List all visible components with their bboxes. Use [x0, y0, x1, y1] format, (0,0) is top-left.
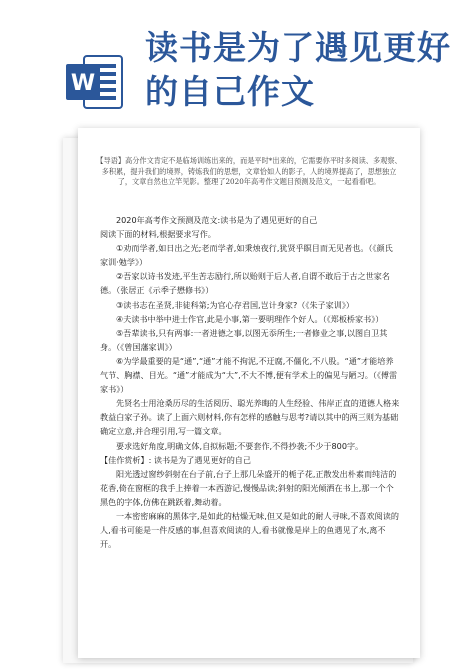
document-paragraph: ②吾家以诗书发迹,平生苦志励行,所以贻则于后人者,自谓不敢后于古之世家名德。（张居正《示季子懋修书》）	[100, 271, 390, 296]
document-body	[100, 213, 400, 551]
svg-text:W: W	[70, 71, 96, 96]
document-paragraph: ④夫读书中举中进士作官,此是小事,第一要明理作个好人。（《郑板桥家书》）	[116, 313, 384, 324]
document-paragraph: ⑥为学最重要的是“通”,“通”才能不拘泥,不迂腐,不僵化,不八股。“通”才能培养气节、胸襟、目光。“通”才能成为“大”,不大不博,便有学术上的偏见与陋习。（《傅雷家书》）	[100, 355, 398, 395]
document-paragraph: 一本密密麻麻的黑体字,是如此的枯燥无味,但又是如此的耐人寻味,不喜欢阅读的人,看书可能是一件反感的事,但喜欢阅读的人,看书就像是岸上的鱼遇见了水,离不开。	[100, 510, 399, 550]
document-paragraph: 阅读下面的材料,根据要求写作。	[100, 229, 216, 240]
document-paragraph: ③读书志在圣贤,非徒科第;为官心存君国,岂计身家?（《朱子家训》）	[116, 299, 354, 310]
document-paragraph: 要求选好角度,明确文体,自拟标题;不要套作,不得抄袭;不少于800字。	[116, 440, 364, 451]
document-paragraph: 【佳作赏析】: 读书是为了遇见更好的自己	[100, 454, 251, 465]
document-summary: 【导语】高分作文肯定不是临场训练出来的，而是平时*出来的，它需要你平时多阅读、多观察、多积累，提升我们的境界，铸炼我们的思想，文章恰如人的影子，人的境界提高了，思想独立了，文章自然也立竿见影。整理了2020年高考作文题目预测及范文，一起看看吧。	[96, 156, 402, 186]
page-title: 读书是为了遇见更好的自己作文	[145, 28, 451, 111]
document-paragraph: 阳光透过窗纱斜射在台子前,台子上那几朵盛开的栀子花,正散发出朴素而纯洁的花香,倚在窗框的我手上捧着一本西游记,慢慢品读;斜射的阳光倾洒在书上,那一个个黑色的字体,仿佛在跳跃着,舞动着。	[100, 468, 397, 507]
document-page	[78, 128, 420, 658]
document-paragraph: ①劝而学者,如日出之光;老而学者,如秉烛夜行,犹贤乎瞑目而无见者也。（《颜氏家训·勉学》）	[100, 243, 393, 268]
document-paragraph: 2020年高考作文预测及范文:读书是为了遇见更好的自己	[116, 215, 318, 225]
word-document-icon	[62, 50, 126, 114]
document-paragraph: ⑤吾辈读书,只有两事:一者进德之事,以图无忝所生;一者修业之事,以图自卫其身。（《曾国藩家训》）	[100, 327, 388, 352]
document-paragraph: 先贤名士用沧桑历尽的生活阅历、聪光养晦的人生经验、伟岸正直的道德人格来教益白家子孙。读了上面六则材料,你有怎样的感触与思考?请以其中的两三则为基础确定立意,并合理引用,写一篇文章。	[100, 398, 400, 437]
